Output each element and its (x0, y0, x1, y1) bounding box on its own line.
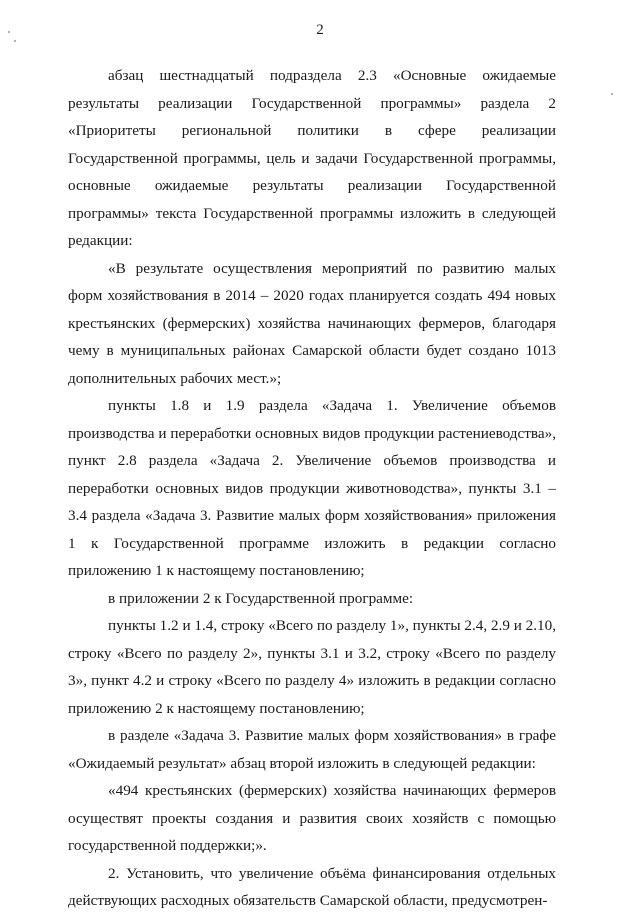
paragraph-2-quote: «В результате осуществления мероприятий по развитию малых форм хозяйствования в 2014 – 2020 годах планируется создать 494 новых крестьянских (фермерских) хозяйства начинающих фермеров, благодаря чему в муниципальных районах Самарской области будет создано 1013 дополнительных рабочих мест.»; (68, 259, 556, 387)
paragraph-3: пункты 1.8 и 1.9 раздела «Задача 1. Увеличение объемов производства и переработки основных видов продукции растениеводства», пункт 2.8 раздела «Задача 2. Увеличение объемов производства и переработки основных видов продукции животноводства», пункты 3.1 – 3.4 раздела «Задача 3. Развитие малых форм хозяйствования» приложения 1 к Государственной программе изложить в редакции согласно приложению 1 к настоящему постановлению; (68, 397, 556, 579)
scan-speck (14, 40, 16, 42)
paragraph-8: 2. Установить, что увеличение объёма финансирования отдельных действующих расходных обязательств Самарской области, предусмотрен- (68, 864, 556, 909)
page-number: 2 (316, 22, 324, 38)
paragraph-5: пункты 1.2 и 1.4, строку «Всего по разделу 1», пункты 2.4, 2.9 и 2.10, строку «Всего по разделу 2», пункты 3.1 и 3.2, строку «Всего по разделу 3», пункт 4.2 и строку «Всего по разделу 4» изложить в редакции согласно приложению 2 к настоящему постановлению; (68, 617, 557, 717)
paragraph-1: абзац шестнадцатый подраздела 2.3 «Основные ожидаемые результаты реализации Государственной программы» раздела 2 «Приоритеты региональной политики в сфере реализации Государственной программы, цель и задачи Государственной программы, основные ожидаемые результаты реализации Государственной программы» текста Государственной программы изложить в следующей редакции: (68, 67, 556, 249)
paragraph-4: в приложении 2 к Государственной программе: (108, 589, 414, 607)
document-body (68, 62, 556, 915)
paragraph-7-quote: «494 крестьянских (фермерских) хозяйства начинающих фермеров осуществят проекты создания и развития своих хозяйств с помощью государственной поддержки;». (68, 782, 556, 854)
scan-speck (611, 93, 613, 95)
paragraph-6: в разделе «Задача 3. Развитие малых форм хозяйствования» в графе «Ожидаемый результат» абзац второй изложить в следующей редакции: (68, 727, 556, 772)
